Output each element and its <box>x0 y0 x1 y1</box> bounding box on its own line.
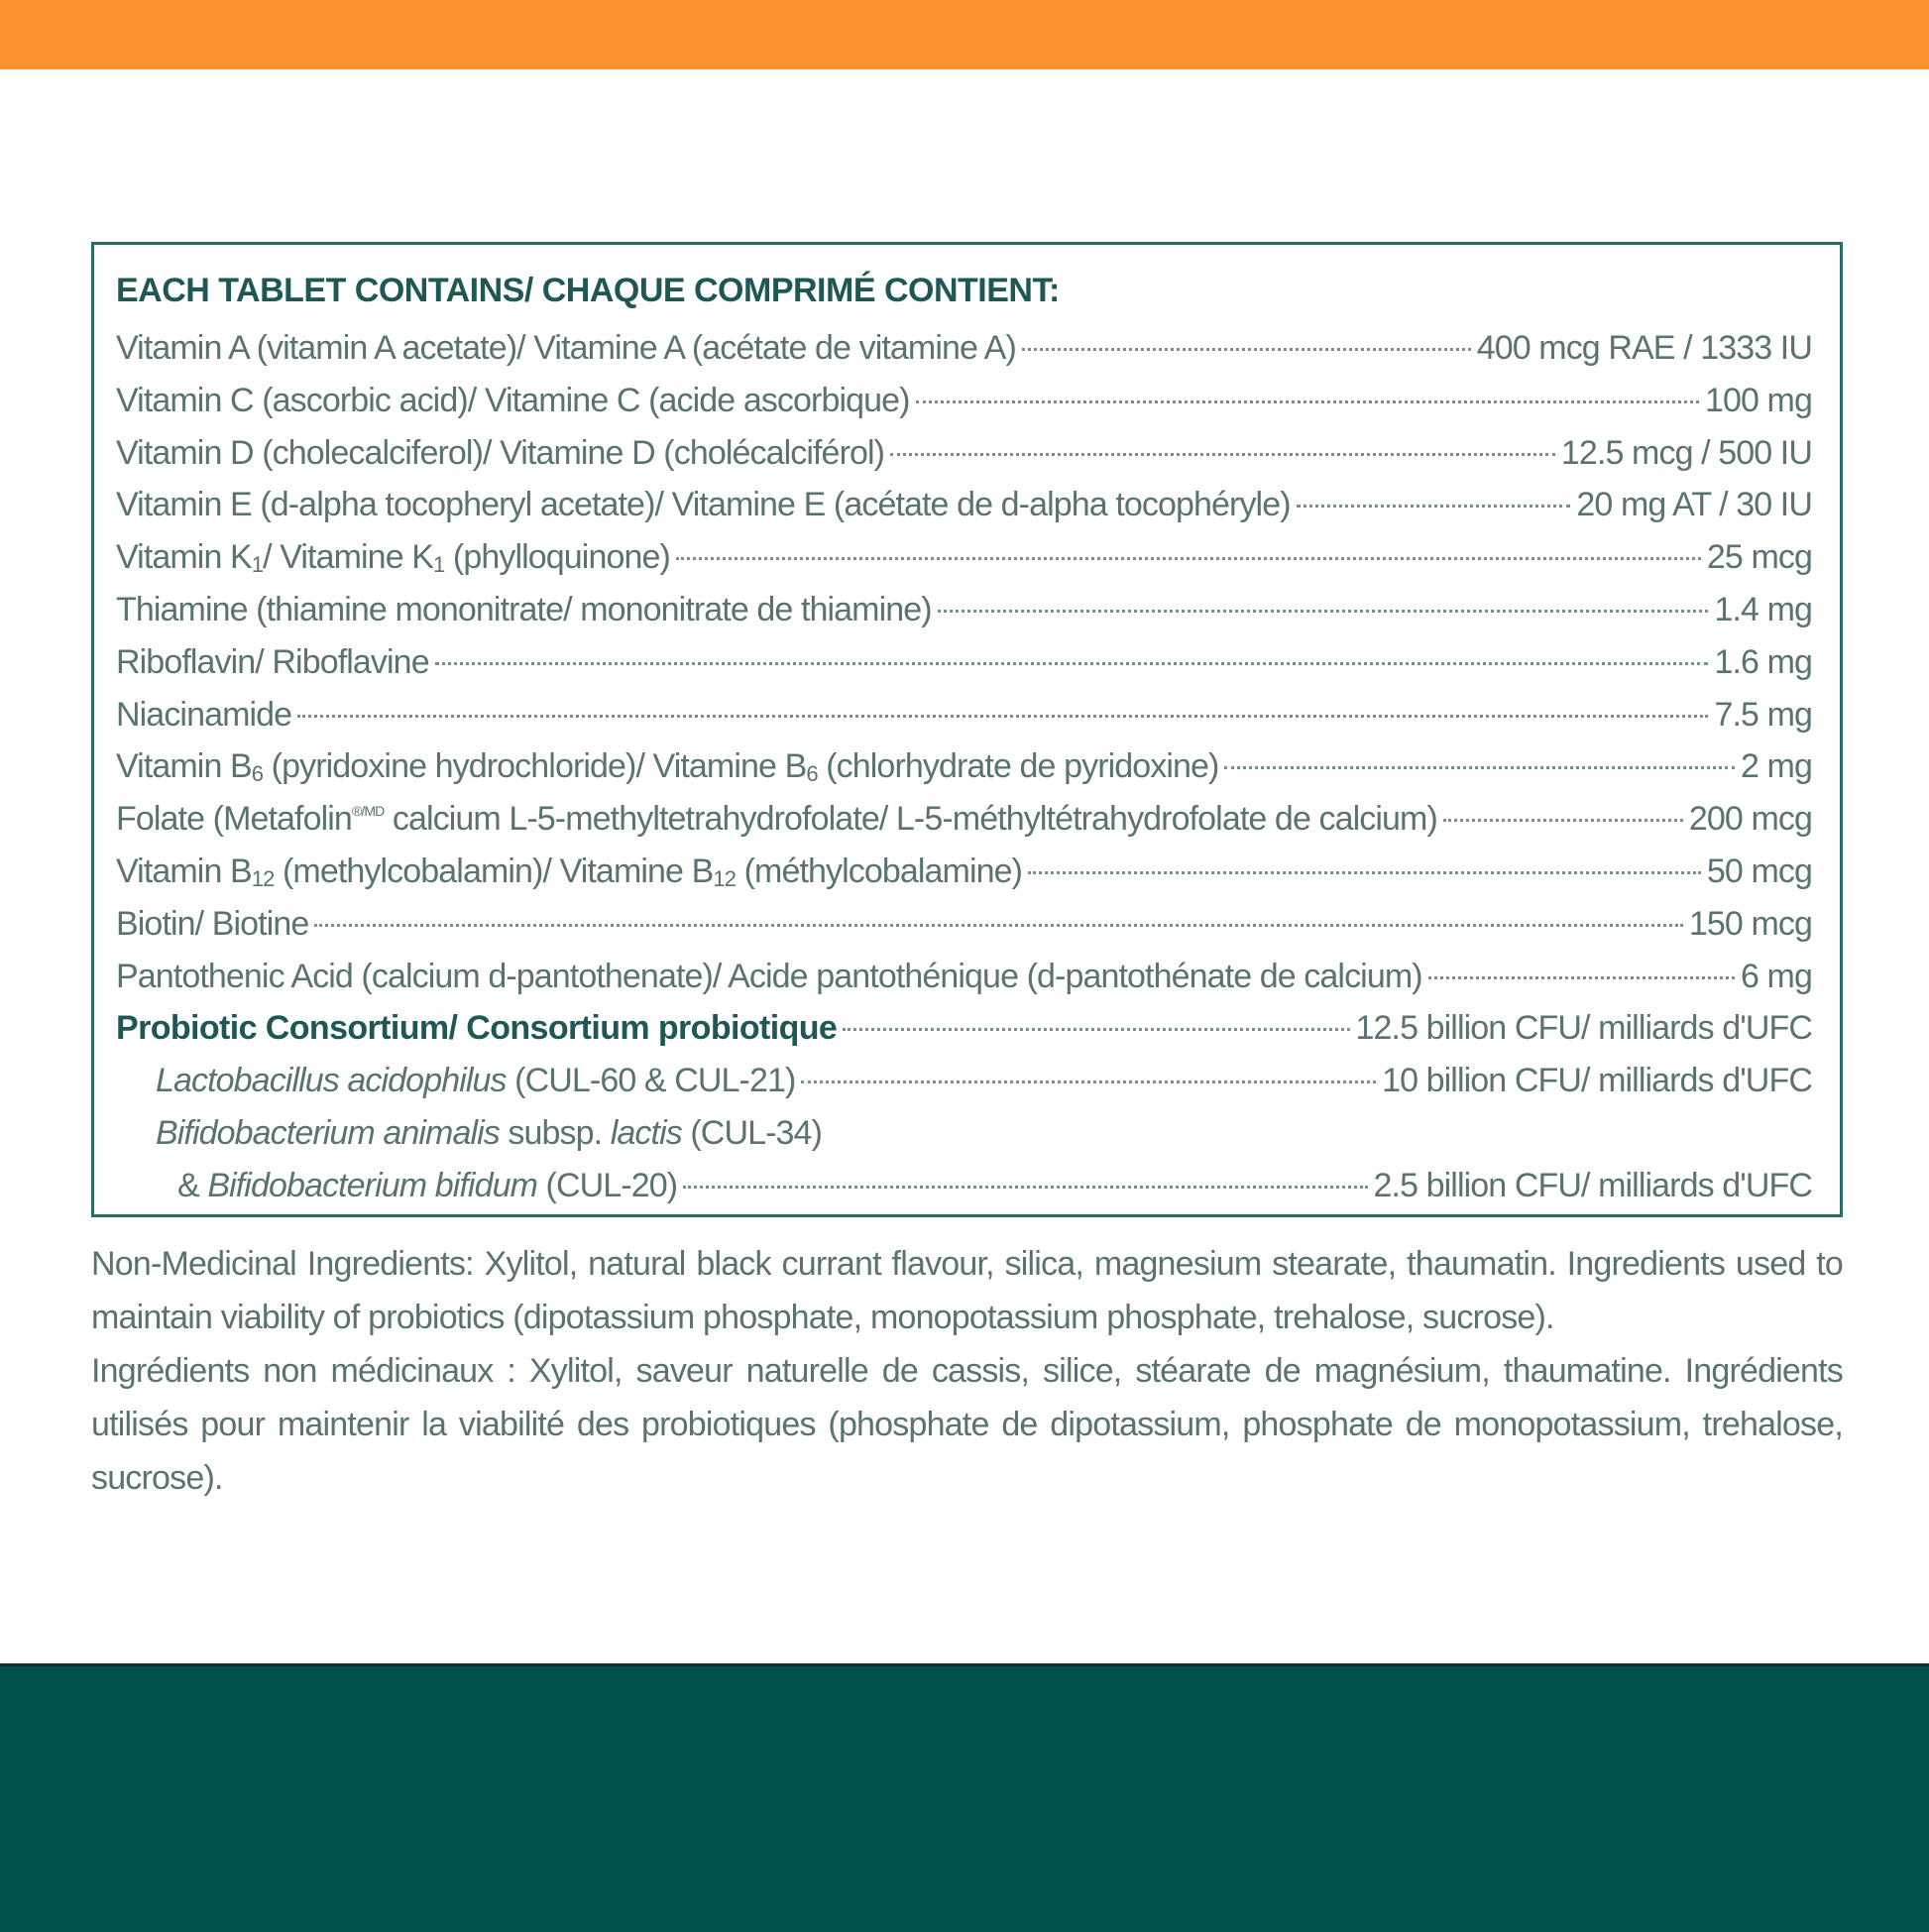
ingredient-row <box>116 636 1812 689</box>
ingredient-name: Thiamine (thiamine mononitrate/ mononitrate de thiamine) <box>116 590 932 628</box>
ingredient-amount: 20 mg AT / 30 IU <box>1576 486 1812 524</box>
ingredient-name: Folate (Metafolin$^{®/MD}$ calcium L-5-methyltetrahydrofolate/ L-5-méthyltétrahydrofolate de calcium) <box>116 800 1437 839</box>
ingredient-amount: 10 billion CFU/ milliards d'UFC <box>1382 1062 1812 1100</box>
ingredient-name: Vitamin $K_1/$ Vitamine $K_1$ (phylloquinone) <box>116 538 670 578</box>
ingredient-name: Riboflavin/ Riboflavine <box>116 642 429 681</box>
ingredient-row <box>116 584 1812 636</box>
probiotic-strain-row <box>116 1160 1812 1212</box>
ingredient-name: Vitamin C (ascorbic acid)/ Vitamine C (acide ascorbique) <box>116 381 910 419</box>
non-medicinal-fr: Ingrédients non médicinaux : Xylitol, saveur naturelle de cassis, silice, stéarate de magnésium, thaumatine. Ingrédients utilisés pour maintenir la viabilité des probiotiques (phosphate de dipotassium, phosphate de monopotassium, trehalose, sucrose). <box>91 1352 1843 1497</box>
ingredient-amount: 6 mg <box>1741 957 1812 995</box>
probiotic-row <box>116 1002 1812 1055</box>
ingredient-row <box>116 427 1812 480</box>
table-heading: EACH TABLET CONTAINS/ CHAQUE COMPRIMÉ CONTIENT: <box>116 272 1060 309</box>
ingredient-row <box>116 740 1812 793</box>
ingredient-amount: 12.5 mcg / 500 IU <box>1560 433 1812 472</box>
ingredient-amount: 7.5 mg <box>1714 695 1812 734</box>
non-medicinal-en: Non-Medicinal Ingredients: Xylitol, natural black currant flavour, silica, magnesium stearate, thaumatin. Ingredients used to maintain viability of probiotics (dipotassium phosphate, monopotassium phosphate, trehalose, sucrose). <box>91 1245 1843 1336</box>
ingredient-name: Lactobacillus acidophilus (CUL-60 & CUL-21) <box>156 1062 796 1100</box>
ingredient-name: Vitamin $B_{12}$ (methylcobalamin)/ Vitamine $B_{12}$ (méthylcobalamine) <box>116 852 1023 891</box>
ingredient-amount: 1.4 mg <box>1714 590 1812 628</box>
ingredient-amount: 25 mcg <box>1706 538 1812 577</box>
ingredient-name: Bifidobacterium animalis subsp. lactis (CUL-34) <box>156 1113 822 1152</box>
ingredient-amount: 1.6 mg <box>1714 642 1812 681</box>
ingredient-name: Vitamin E (d-alpha tocopheryl acetate)/ Vitamine E (acétate de d-alpha tocophéryle) <box>116 486 1291 524</box>
ingredient-amount: 150 mcg <box>1688 904 1812 943</box>
bottom-color-band <box>0 1663 1929 1932</box>
ingredient-name: Vitamin D (cholecalciferol)/ Vitamine D (cholécalciférol) <box>116 433 885 472</box>
ingredient-amount: 200 mcg <box>1688 800 1812 839</box>
top-color-bar <box>0 0 1929 69</box>
ingredient-name: Biotin/ Biotine <box>116 904 309 943</box>
ingredient-name: Niacinamide <box>116 695 292 734</box>
ingredient-row <box>116 846 1812 898</box>
ingredient-name: Vitamin A (vitamin A acetate)/ Vitamine A (acétate de vitamine A) <box>116 329 1016 367</box>
ingredient-row <box>116 793 1812 846</box>
ingredient-row <box>116 531 1812 584</box>
ingredient-row <box>116 689 1812 741</box>
ingredient-name: Vitamin $B_6$ (pyridoxine hydrochloride)/ Vitamine $B_6$ (chlorhydrate de pyridoxine) <box>116 747 1219 787</box>
probiotic-strain-row <box>116 1107 1812 1160</box>
ingredient-amount: 100 mg <box>1704 381 1812 419</box>
ingredient-row <box>116 898 1812 951</box>
probiotic-strain-row <box>116 1055 1812 1107</box>
ingredient-name: Probiotic Consortium/ Consortium probiotique <box>116 1009 838 1048</box>
ingredient-amount: 12.5 billion CFU/ milliards d'UFC <box>1355 1009 1812 1048</box>
ingredient-amount: 2 mg <box>1741 747 1812 786</box>
ingredient-name: & Bifidobacterium bifidum (CUL-20) <box>177 1166 678 1204</box>
ingredient-row <box>116 479 1812 531</box>
ingredient-row <box>116 951 1812 1003</box>
ingredient-amount: 50 mcg <box>1706 852 1812 890</box>
ingredients-table <box>91 242 1843 1217</box>
ingredient-amount: 2.5 billion CFU/ milliards d'UFC <box>1373 1166 1812 1204</box>
ingredient-amount: 400 mcg RAE / 1333 IU <box>1476 329 1812 367</box>
ingredient-name: Pantothenic Acid (calcium d-pantothenate)/ Acide pantothénique (d-pantothénate de calcium) <box>116 957 1422 995</box>
ingredient-row <box>116 375 1812 427</box>
ingredient-row <box>116 322 1812 375</box>
non-medicinal-ingredients <box>91 1237 1843 1505</box>
